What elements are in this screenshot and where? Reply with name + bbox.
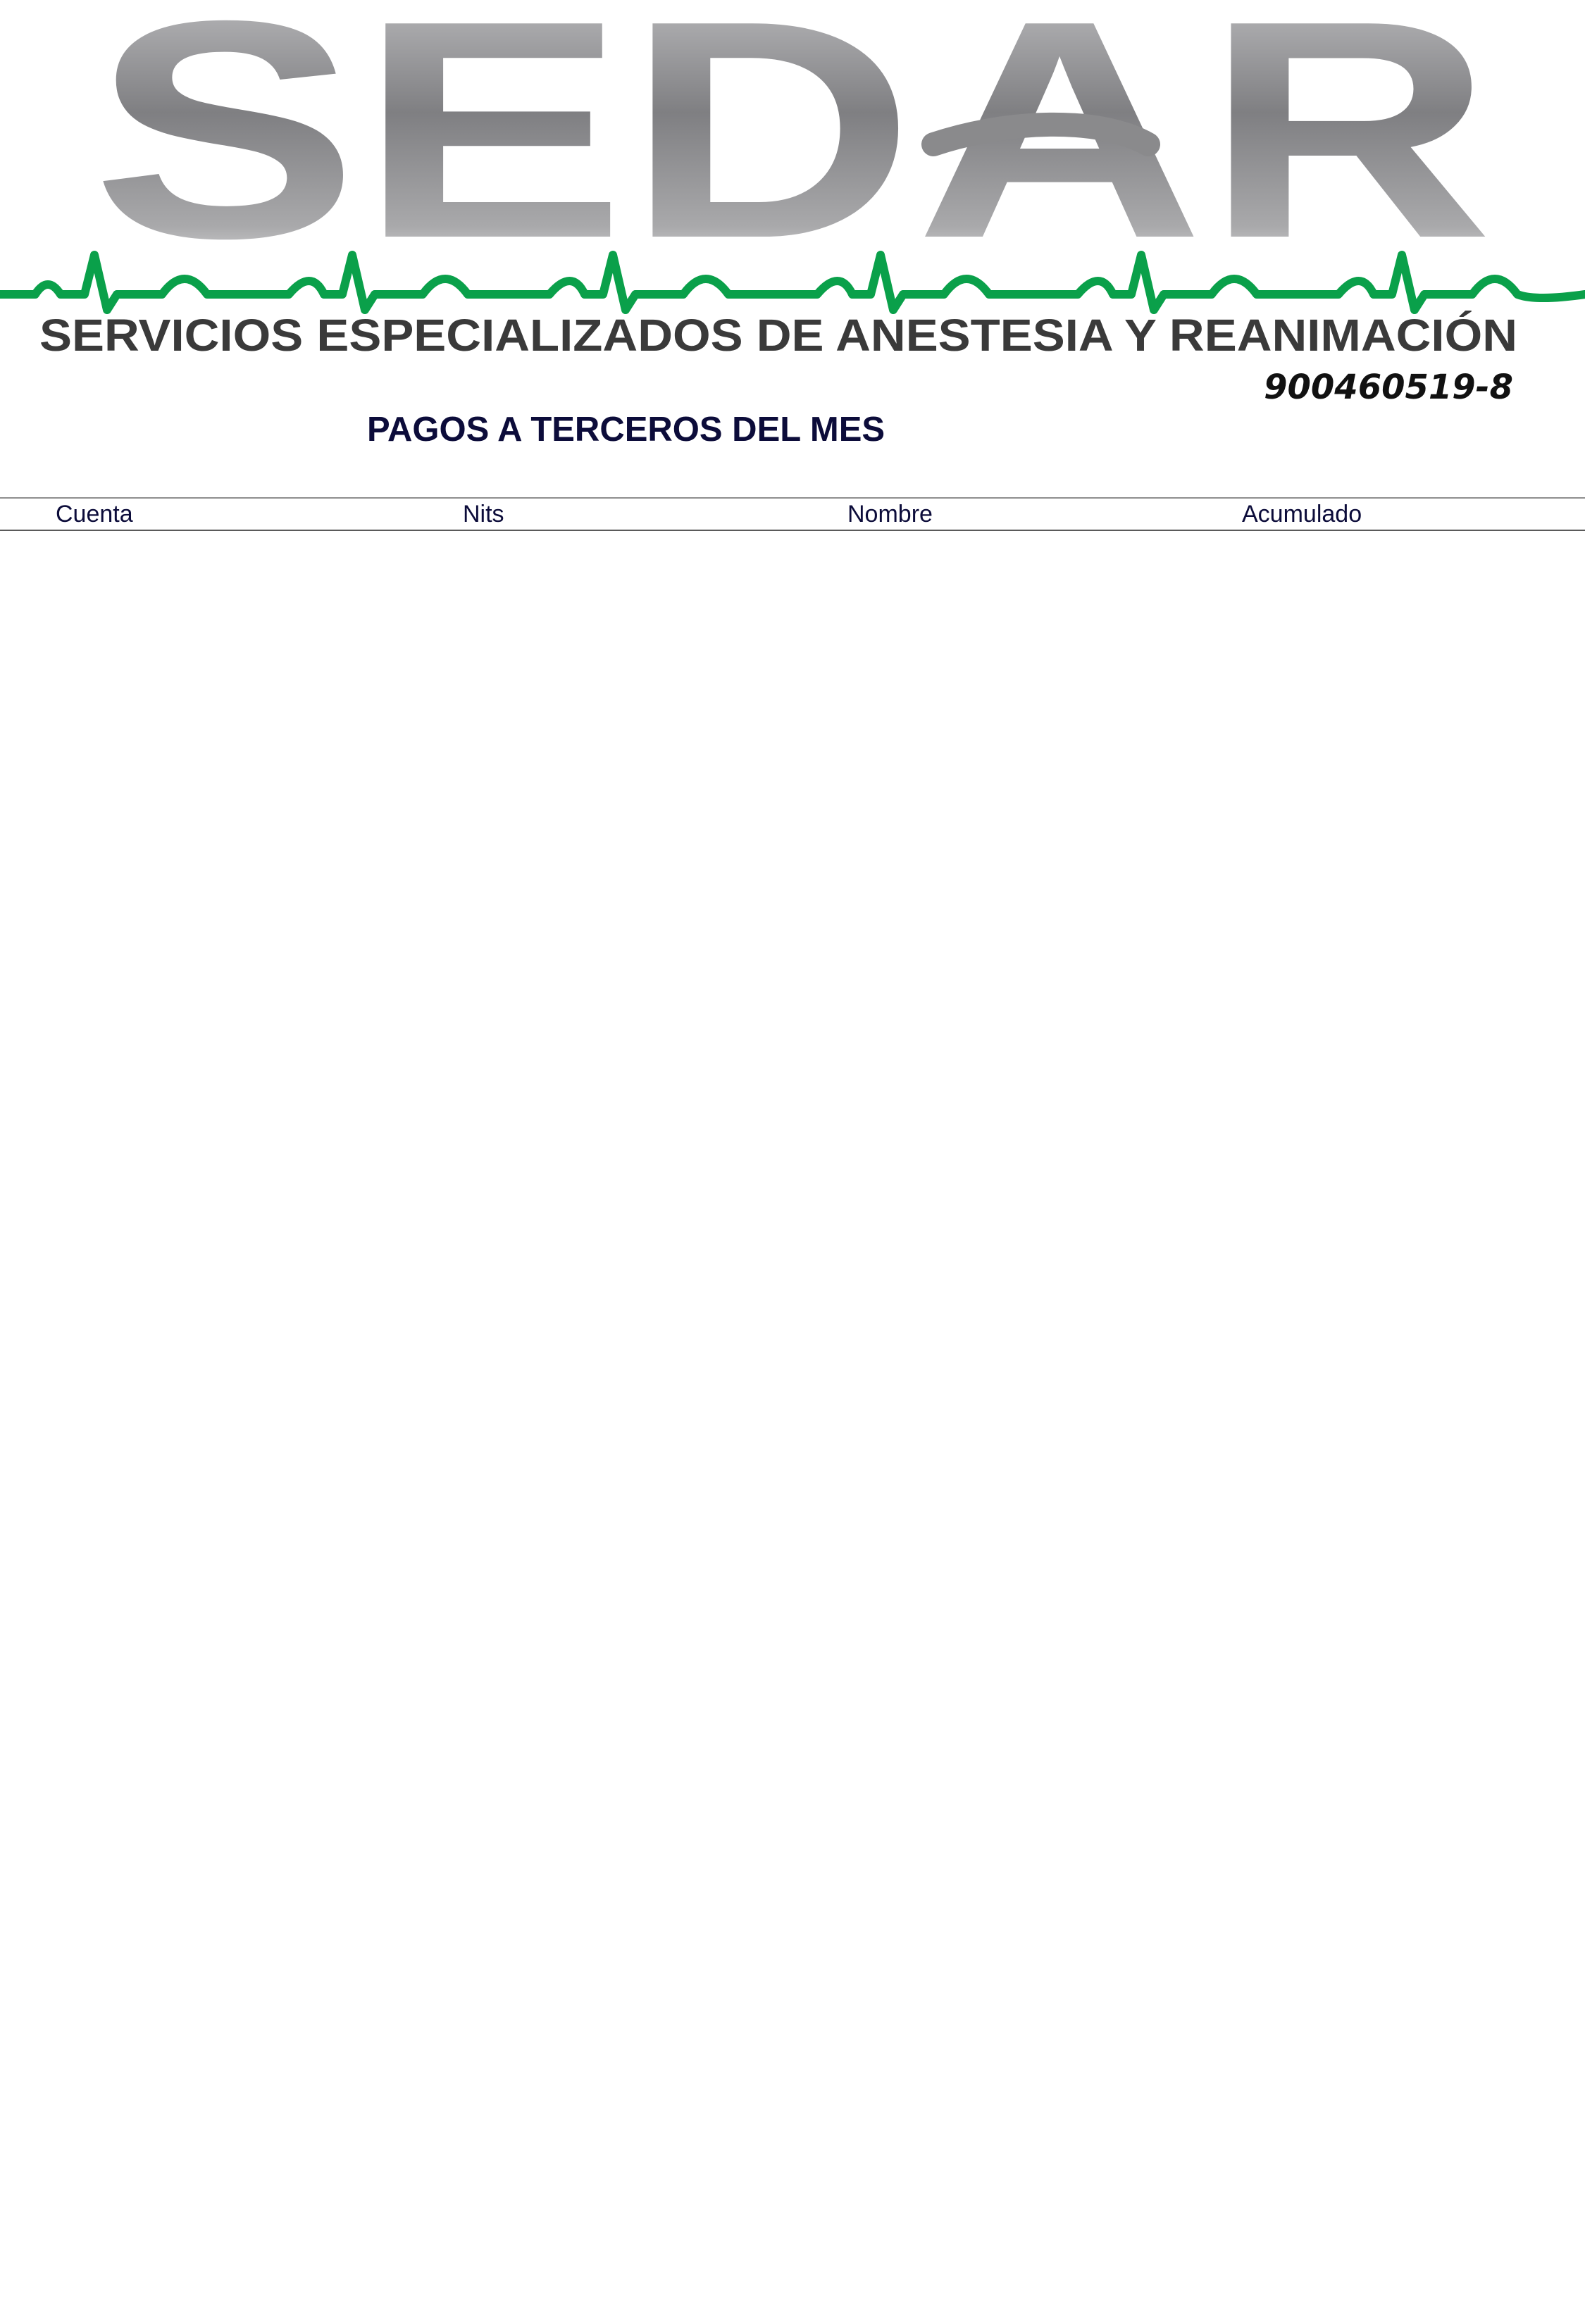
column-header-nits: Nits	[463, 501, 504, 527]
company-logo	[0, 0, 1585, 407]
column-header-nombre: Nombre	[847, 501, 933, 527]
column-header-cuenta: Cuenta	[56, 501, 133, 527]
company-full-name: SERVICIOS ESPECIALIZADOS DE ANESTESIA Y REANIMACIÓN	[39, 310, 1517, 361]
report-title: PAGOS A TERCEROS DEL MES	[367, 411, 885, 449]
brand-wordmark: SEDAR	[92, 0, 1493, 303]
column-header-acumulado: Acumulado	[1242, 501, 1362, 527]
company-nit: 900460519-8	[1264, 368, 1513, 407]
table-header	[0, 497, 1585, 531]
